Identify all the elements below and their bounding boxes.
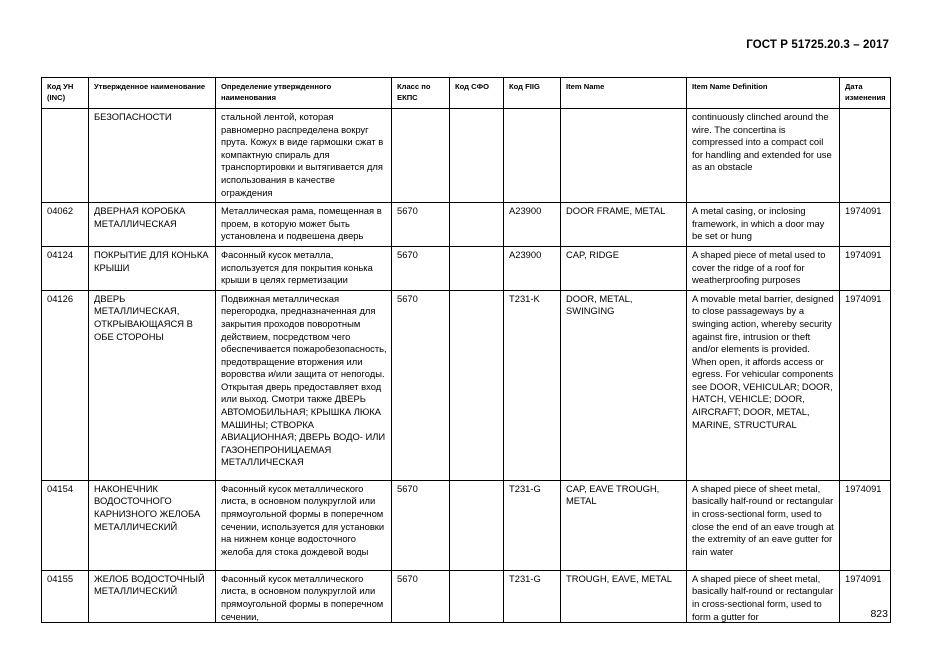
cell-fiig: A23900 xyxy=(504,246,561,290)
cell-sfo xyxy=(450,203,504,247)
cell-def-ru: стальной лентой, которая равномерно распределена вокруг прута. Кожух в виде гармошки сжат в компактную спираль для транспортировки и вытягивается для использования в качестве ограждения xyxy=(216,109,392,203)
cell-sfo xyxy=(450,570,504,622)
cell-ekps: 5670 xyxy=(392,290,450,480)
table-row xyxy=(42,109,891,203)
table-row xyxy=(42,290,891,480)
cell-name-ru: ДВЕРНАЯ КОРОБКА МЕТАЛЛИЧЕСКАЯ xyxy=(89,203,216,247)
cell-name-ru: ПОКРЫТИЕ ДЛЯ КОНЬКА КРЫШИ xyxy=(89,246,216,290)
cell-code: 04154 xyxy=(42,480,89,570)
cell-ekps: 5670 xyxy=(392,203,450,247)
document-id: ГОСТ Р 51725.20.3 – 2017 xyxy=(746,39,889,51)
col-header-code: Код УН (INC) xyxy=(42,78,89,109)
table-header-row xyxy=(42,78,891,109)
cell-date: 1974091 xyxy=(840,480,891,570)
cell-item-name xyxy=(561,109,687,203)
cell-item-def xyxy=(687,570,840,622)
page-number: 823 xyxy=(870,608,888,620)
cell-fiig xyxy=(504,109,561,203)
cell-code xyxy=(42,109,89,203)
cell-date: 1974091 xyxy=(840,246,891,290)
cell-def-ru xyxy=(216,570,392,622)
col-header-def-ru: Определение утвержденного наименования xyxy=(216,78,392,109)
cell-item-def: A movable metal barrier, designed to close passageways by a swinging action, whereby security against fire, intrusion or theft and/or elements is provided. When open, it affords access or egress. For vehicular components see DOOR, VEHICULAR; DOOR, HATCH, VEHICLE; DOOR, AIRCRAFT; DOOR, METAL, MARINE, STRUCTURAL xyxy=(687,290,840,480)
cell-item-name: DOOR, METAL, SWINGING xyxy=(561,290,687,480)
cell-code: 04126 xyxy=(42,290,89,480)
cell-ekps: 5670 xyxy=(392,570,450,622)
cell-sfo xyxy=(450,290,504,480)
col-header-fiig: Код FIIG xyxy=(504,78,561,109)
cell-date: 1974091 xyxy=(840,203,891,247)
cell-def-ru: Фасонный кусок металла, используется для покрытия конька крыши в целях герметизации xyxy=(216,246,392,290)
col-header-date: Дата изменения xyxy=(840,78,891,109)
cell-fiig: T231-G xyxy=(504,570,561,622)
cell-name-ru: НАКОНЕЧНИК ВОДОСТОЧНОГО КАРНИЗНОГО ЖЕЛОБА МЕТАЛЛИЧЕСКИЙ xyxy=(89,480,216,570)
cell-code: 04155 xyxy=(42,570,89,622)
col-header-ekps: Класс по ЕКПС xyxy=(392,78,450,109)
cell-item-def: continuously clinched around the wire. The concertina is compressed into a compact coil for handling and extended for use as an obstacle xyxy=(687,109,840,203)
cell-item-def: A shaped piece of metal used to cover the ridge of a roof for weatherproofing purposes xyxy=(687,246,840,290)
cell-item-name: CAP, RIDGE xyxy=(561,246,687,290)
cell-item-name: TROUGH, EAVE, METAL xyxy=(561,570,687,622)
table-row xyxy=(42,480,891,570)
cell-item-def: A shaped piece of sheet metal, basically half-round or rectangular in cross-sectional form, used to close the end of an eave trough at the extremity of an eave gutter for rain water xyxy=(687,480,840,570)
cell-def-ru: Металлическая рама, помещенная в проем, в которую может быть установлена и подвешена дверь xyxy=(216,203,392,247)
table-row xyxy=(42,570,891,622)
cell-date: 1974091 xyxy=(840,290,891,480)
cell-name-ru: ДВЕРЬ МЕТАЛЛИЧЕСКАЯ, ОТКРЫВАЮЩАЯСЯ В ОБЕ СТОРОНЫ xyxy=(89,290,216,480)
cell-ekps xyxy=(392,109,450,203)
cell-item-name: CAP, EAVE TROUGH, METAL xyxy=(561,480,687,570)
table-row xyxy=(42,246,891,290)
cell-ekps: 5670 xyxy=(392,480,450,570)
col-header-item-name: Item Name xyxy=(561,78,687,109)
cell-def-ru: Подвижная металлическая перегородка, предназначенная для закрытия проходов поворотным действием, посредством чего обеспечивается пожаробезопасность, предотвращение вторжения или воровства и/или защита от непогоды. Открытая дверь предоставляет вход или выход. Смотри также ДВЕРЬ АВТОМОБИЛЬНАЯ; КРЫШКА ЛЮКА МАШИНЫ; СТВОРКА АВИАЦИОННАЯ; ДВЕРЬ ВОДО- ИЛИ ГАЗОНЕПРОНИЦАЕМАЯ МЕТАЛЛИЧЕСКАЯ xyxy=(216,290,392,480)
cell-sfo xyxy=(450,109,504,203)
cell-date xyxy=(840,109,891,203)
nomenclature-table xyxy=(41,77,891,623)
col-header-name-ru: Утвержденное наименование xyxy=(89,78,216,109)
cell-fiig: T231-K xyxy=(504,290,561,480)
cell-item-def: A metal casing, or inclosing framework, in which a door may be set or hung xyxy=(687,203,840,247)
cell-def-ru: Фасонный кусок металлического листа, в основном полукруглой или прямоугольной формы в поперечном сечении, используется для установки на нижнем конце водосточного желоба для стока дождевой воды xyxy=(216,480,392,570)
table-row xyxy=(42,203,891,247)
cell-name-ru: ЖЕЛОБ ВОДОСТОЧНЫЙ МЕТАЛЛИЧЕСКИЙ xyxy=(89,570,216,622)
cell-sfo xyxy=(450,246,504,290)
cell-item-name: DOOR FRAME, METAL xyxy=(561,203,687,247)
cell-code: 04124 xyxy=(42,246,89,290)
cell-def-ru-text: Фасонный кусок металлического листа, в основном полукруглой или прямоугольной формы в поперечном сечении, xyxy=(221,572,384,622)
cell-name-ru: БЕЗОПАСНОСТИ xyxy=(89,109,216,203)
cell-item-def-text: A shaped piece of sheet metal, basically half-round or rectangular in cross-sectional form, used to form a gutter for xyxy=(692,572,834,622)
cell-fiig: A23900 xyxy=(504,203,561,247)
cell-ekps: 5670 xyxy=(392,246,450,290)
cell-date: 1974091 xyxy=(840,570,891,622)
cell-fiig: T231-G xyxy=(504,480,561,570)
cell-code: 04062 xyxy=(42,203,89,247)
col-header-item-def: Item Name Definition xyxy=(687,78,840,109)
cell-sfo xyxy=(450,480,504,570)
col-header-sfo: Код СФО xyxy=(450,78,504,109)
